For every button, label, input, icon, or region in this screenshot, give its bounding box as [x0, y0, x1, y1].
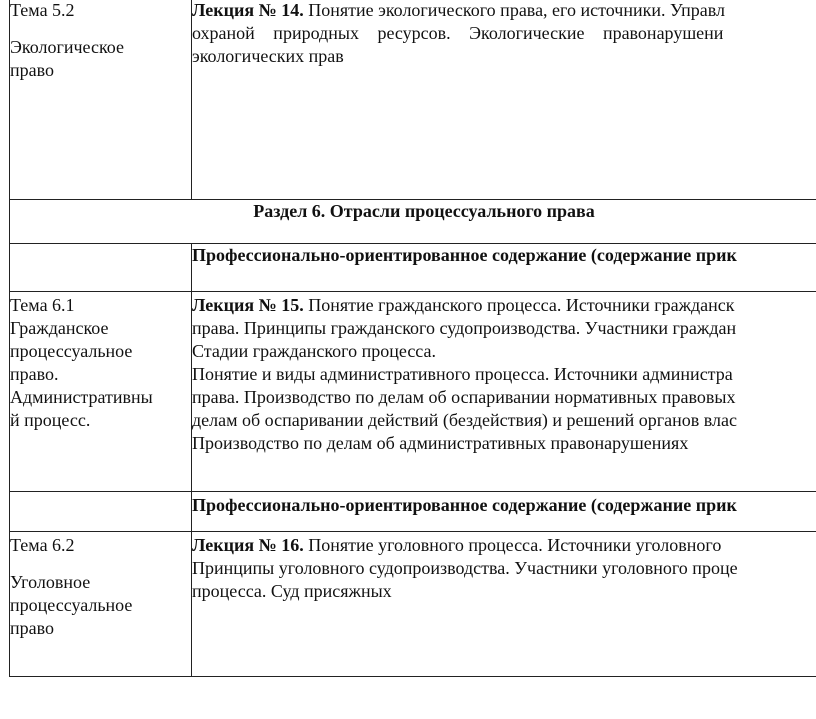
professional-content: Профессионально-ориентированное содержание (содержание прик	[192, 244, 816, 292]
lecture-text: Понятие гражданского процесса. Источники гражданск	[303, 295, 735, 315]
lecture-label: Лекция № 14.	[192, 0, 304, 20]
table-row	[10, 244, 816, 292]
table-row	[10, 532, 816, 677]
topic-name: процессуальное	[10, 595, 133, 615]
lecture-text: Принципы уголовного судопроизводства. Участники уголовного проце	[192, 558, 738, 578]
lecture-text: Понятие и виды административного процесса. Источники администра	[192, 364, 733, 384]
section-title: Раздел 6. Отрасли процессуального права	[10, 200, 816, 244]
topic-number: Тема 5.2	[10, 0, 75, 20]
table-row	[10, 492, 816, 532]
curriculum-table	[9, 0, 816, 677]
lecture-cell	[192, 292, 816, 492]
lecture-text: экологических прав	[192, 46, 344, 66]
lecture-label: Лекция № 15.	[192, 295, 304, 315]
empty-cell	[10, 244, 192, 292]
empty-cell	[10, 492, 192, 532]
professional-content: Профессионально-ориентированное содержание (содержание прик	[192, 492, 816, 532]
lecture-text: процесса. Суд присяжных	[192, 581, 392, 601]
table-row	[10, 0, 816, 200]
topic-cell	[10, 532, 192, 677]
lecture-text: охраной природных ресурсов. Экологические правонарушени	[192, 23, 724, 43]
lecture-cell	[192, 0, 816, 200]
topic-number: Тема 6.1	[10, 295, 75, 315]
lecture-text: Стадии гражданского процесса.	[192, 341, 437, 361]
lecture-cell	[192, 532, 816, 677]
lecture-label: Лекция № 16.	[192, 535, 304, 555]
table-row	[10, 200, 816, 244]
topic-name: Гражданское	[10, 318, 109, 338]
topic-cell	[10, 0, 192, 200]
table-row	[10, 292, 816, 492]
topic-name: право	[10, 618, 54, 638]
topic-name: право	[10, 60, 54, 80]
topic-name: й процесс.	[10, 410, 91, 430]
topic-name: Уголовное	[10, 572, 91, 592]
lecture-text: Понятие уголовного процесса. Источники уголовного	[303, 535, 722, 555]
topic-name: право.	[10, 364, 59, 384]
lecture-text: права. Принципы гражданского судопроизводства. Участники граждан	[192, 318, 737, 338]
lecture-text: делам об оспаривании действий (бездействия) и решений органов влас	[192, 410, 737, 430]
topic-name: Экологическое	[10, 37, 124, 57]
topic-cell	[10, 292, 192, 492]
lecture-text: Понятие экологического права, его источники. Управл	[303, 0, 725, 20]
topic-name: процессуальное	[10, 341, 133, 361]
topic-number: Тема 6.2	[10, 535, 75, 555]
lecture-text: Производство по делам об административных правонарушениях	[192, 433, 689, 453]
lecture-text: права. Производство по делам об оспаривании нормативных правовых	[192, 387, 736, 407]
topic-name: Административны	[10, 387, 153, 407]
